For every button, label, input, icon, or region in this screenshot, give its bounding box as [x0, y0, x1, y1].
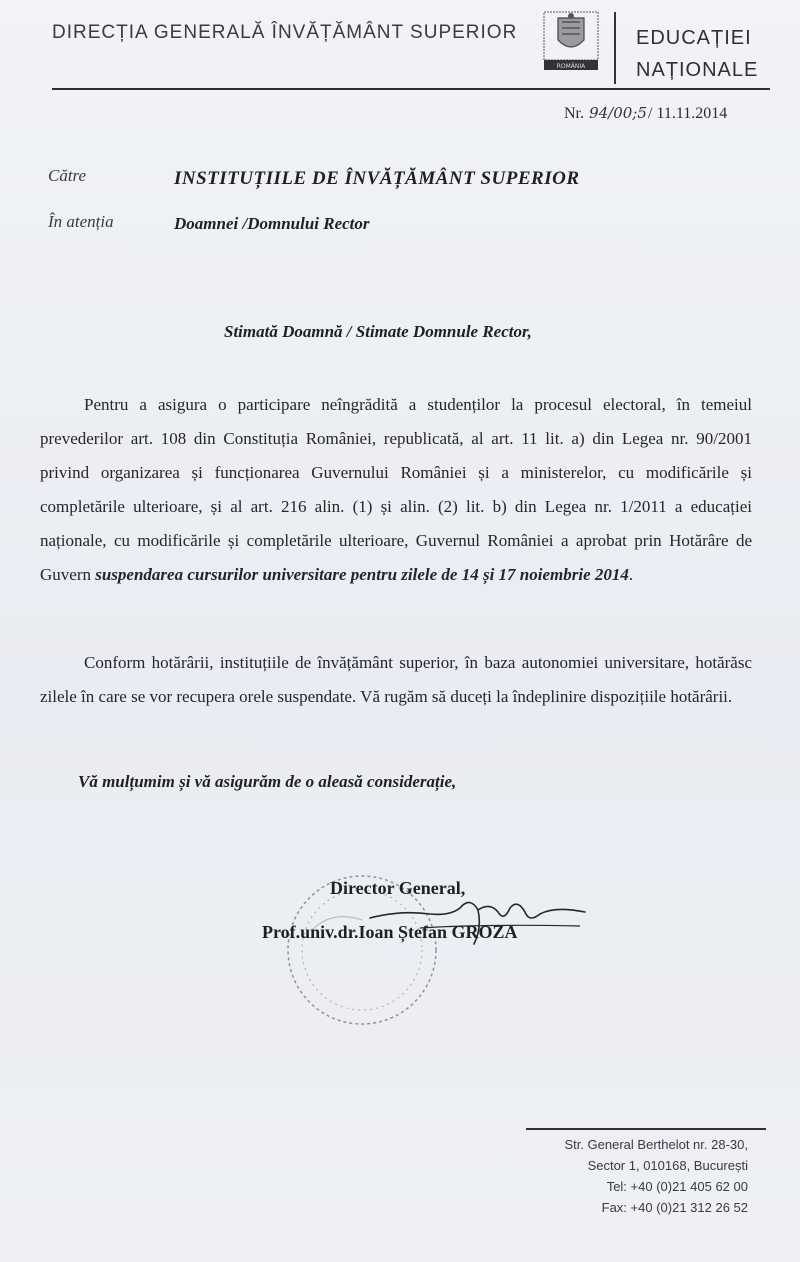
attention-label: În atenția	[48, 212, 114, 231]
closing-line: Vă mulțumim și vă asigurăm de o aleasă considerație,	[78, 772, 457, 791]
department-name: DIRECȚIA GENERALĂ ÎNVĂȚĂMÂNT SUPERIOR	[52, 22, 518, 43]
ministry-name	[636, 22, 758, 86]
paragraph-2: Conform hotărârii, instituțiile de învățământ superior, în baza autonomiei universitare, hotărăsc zilele în care se vor recupera orele suspendate. Vă rugăm să duceți la îndeplinire dispozițiile hotărârii.	[40, 653, 752, 706]
salutation: Stimată Doamnă / Stimate Domnule Rector,	[224, 322, 532, 341]
footer-line-4: Fax: +40 (0)21 312 26 52	[601, 1200, 748, 1215]
footer-address	[564, 1134, 748, 1218]
footer-line-1: Str. General Berthelot nr. 28-30,	[564, 1137, 748, 1152]
to-label: Către	[48, 166, 87, 185]
header-rule	[52, 88, 770, 90]
to-value: INSTITUȚIILE DE ÎNVĂȚĂMÂNT SUPERIOR	[174, 168, 580, 189]
paragraph-1	[40, 388, 752, 592]
reg-prefix: Nr.	[564, 105, 584, 122]
signatory-name: Prof.univ.dr.Ioan Ștefan GROZA	[262, 922, 518, 942]
handwritten-signature-icon	[360, 888, 590, 958]
crest-banner: ROMÂNIA	[556, 63, 586, 70]
paragraph-1-text: Pentru a asigura o participare neîngrădită a studenților la procesul electoral, în temeiul prevederilor art. 108 din Constituția României, republicată, al art. 11 lit. a) din Legea nr. 90/2001 privind organizarea și funcționarea Guvernului României și a ministerelor, cu modificările și completările ulterioare, și al art. 216 alin. (1) și alin. (2) lit. b) din Legea nr. 1/2011 a educației naționale, cu modificările și completările ulterioare, Guvernul României a aprobat prin Hotărâre de Guvern	[40, 395, 752, 584]
ministry-line-1: EDUCAȚIEI	[636, 27, 752, 49]
paragraph-1-emphasis: suspendarea cursurilor universitare pentru zilele de 14 și 17 noiembrie 2014	[95, 565, 629, 584]
reg-date: / 11.11.2014	[648, 105, 728, 122]
footer-line-3: Tel: +40 (0)21 405 62 00	[606, 1179, 748, 1194]
footer-rule	[526, 1128, 766, 1130]
signatory-title: Director General,	[330, 878, 466, 898]
registration-number	[564, 104, 727, 123]
paragraph-1-end: .	[628, 565, 634, 584]
attention-value: Doamnei /Domnului Rector	[174, 214, 370, 233]
footer-line-2: Sector 1, 010168, București	[587, 1158, 748, 1173]
header-divider	[614, 12, 616, 84]
ministry-line-2: NAȚIONALE	[636, 59, 759, 81]
coat-of-arms-icon	[540, 10, 602, 74]
reg-number-handwritten: 94/00;5	[589, 104, 647, 122]
